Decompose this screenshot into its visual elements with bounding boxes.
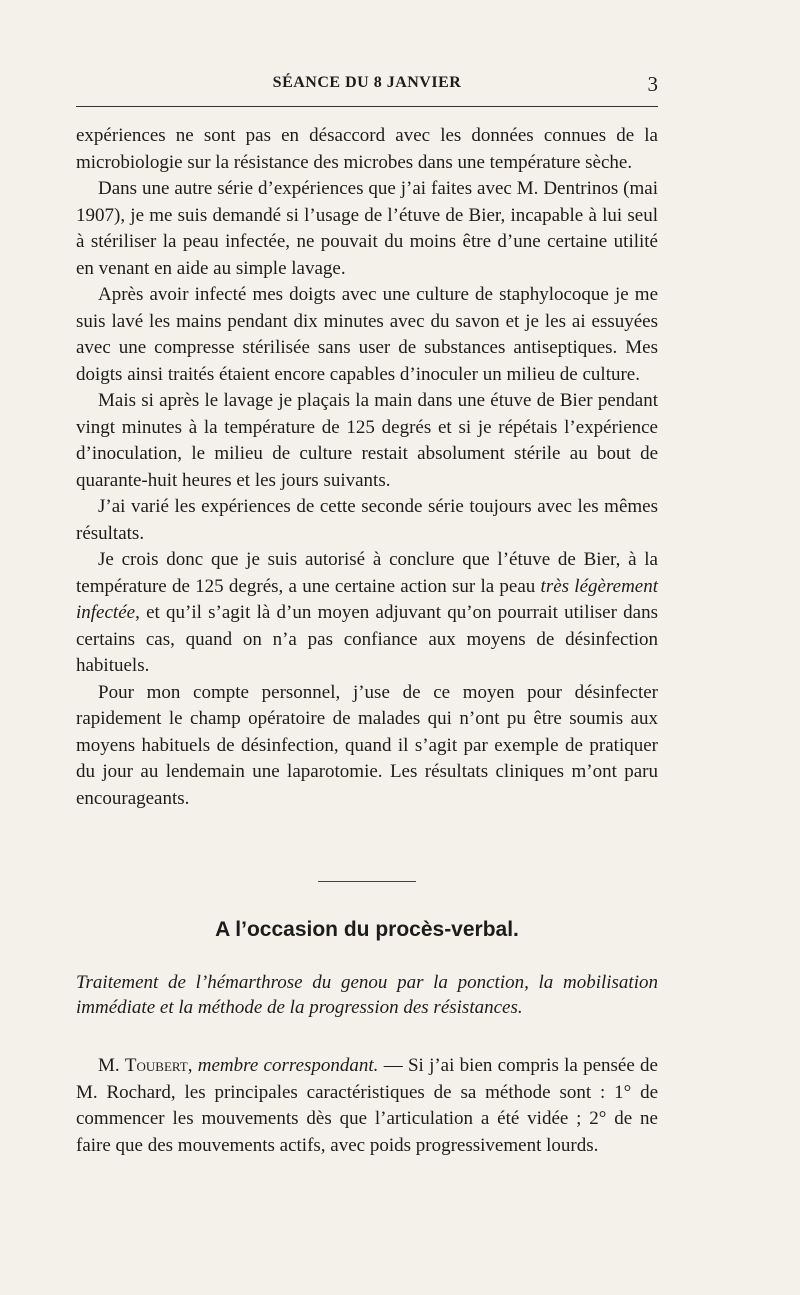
discussion-text: — Si j’ai bien compris la pensée de M. Rochard, les principales caractéristiques de sa méthode sont : 1° de commencer les mouvements dès que l’articulation a été vidée ; 2° de ne faire que des mouvements actifs, avec poids progressivement lourds. [76, 1055, 658, 1156]
paragraph-text: , et qu’il s’agit là d’un moyen adjuvant qu’on pourrait utiliser dans certains cas, quand on n’a pas confiance aux moyens de désinfection habituels. [76, 602, 658, 676]
header-rule [76, 106, 658, 107]
page-header [76, 72, 658, 96]
body-text [76, 123, 658, 812]
speaker-name: Toubert [124, 1055, 188, 1076]
page-number: 3 [647, 72, 658, 96]
paragraph: Mais si après le lavage je plaçais la main dans une étuve de Bier pendant vingt minutes à la température de 125 degrés et si je répétais l’expérience d’inoculation, le milieu de culture restait absolument stérile au bout de quarante-huit heures et les jours suivants. [76, 390, 658, 491]
speaker-role: membre correspondant. [197, 1055, 379, 1076]
emphasis-text: très légèrement infectée [76, 575, 659, 623]
discussion-paragraph: M. Toubert, membre correspondant. — Si j’ai bien compris la pensée de M. Rochard, les principales caractéristiques de sa méthode sont : 1° de commencer les mouvements dès que l’articulation a été vidée ; 2° de ne faire que des mouvements actifs, avec poids progressivement lourds. [76, 1055, 658, 1156]
paragraph-conclusion [76, 547, 658, 680]
paragraph: J’ai varié les expériences de cette seconde série toujours avec les mêmes résultats. [76, 496, 658, 544]
section-heading: A l’occasion du procès-verbal. [215, 918, 519, 941]
speaker-prefix: M. [98, 1055, 125, 1076]
section-separator [318, 881, 416, 882]
paragraph: Pour mon compte personnel, j’use de ce moyen pour désinfecter rapidement le champ opératoire de malades qui n’ont pu être soumis aux moyens habituels de désinfection, quand il s’agit par exemple de pratiquer du jour au lendemain une laparotomie. Les résultats cliniques m’ont paru encourageants. [76, 681, 658, 809]
section-subtitle: Traitement de l’hémarthrose du genou par la ponction, la mobilisation immédiate et la méthode de la progression des résistances. [76, 972, 658, 1018]
paragraph: expériences ne sont pas en désaccord avec les données connues de la microbiologie sur la résistance des microbes dans une température sèche. [76, 125, 658, 173]
paragraph: Dans une autre série d’expériences que j’ai faites avec M. Dentrinos (mai 1907), je me suis demandé si l’usage de l’étuve de Bier, incapable à lui seul à stériliser la peau infectée, ne pouvait du moins être d’une certaine utilité en venant en aide au simple lavage. [76, 178, 658, 279]
paragraph: Après avoir infecté mes doigts avec une culture de staphylocoque je me suis lavé les mains pendant dix minutes avec du savon et je les ai essuyées avec une compresse stérilisée sans user de substances antiseptiques. Mes doigts ainsi traités étaient encore capables d’inoculer un milieu de culture. [76, 284, 658, 385]
running-title: SÉANCE DU 8 JANVIER [272, 74, 462, 91]
paragraph-text: Je crois donc que je suis autorisé à conclure que l’étuve de Bier, à la température de 125 degrés, a une certaine action sur la peau [76, 549, 658, 597]
